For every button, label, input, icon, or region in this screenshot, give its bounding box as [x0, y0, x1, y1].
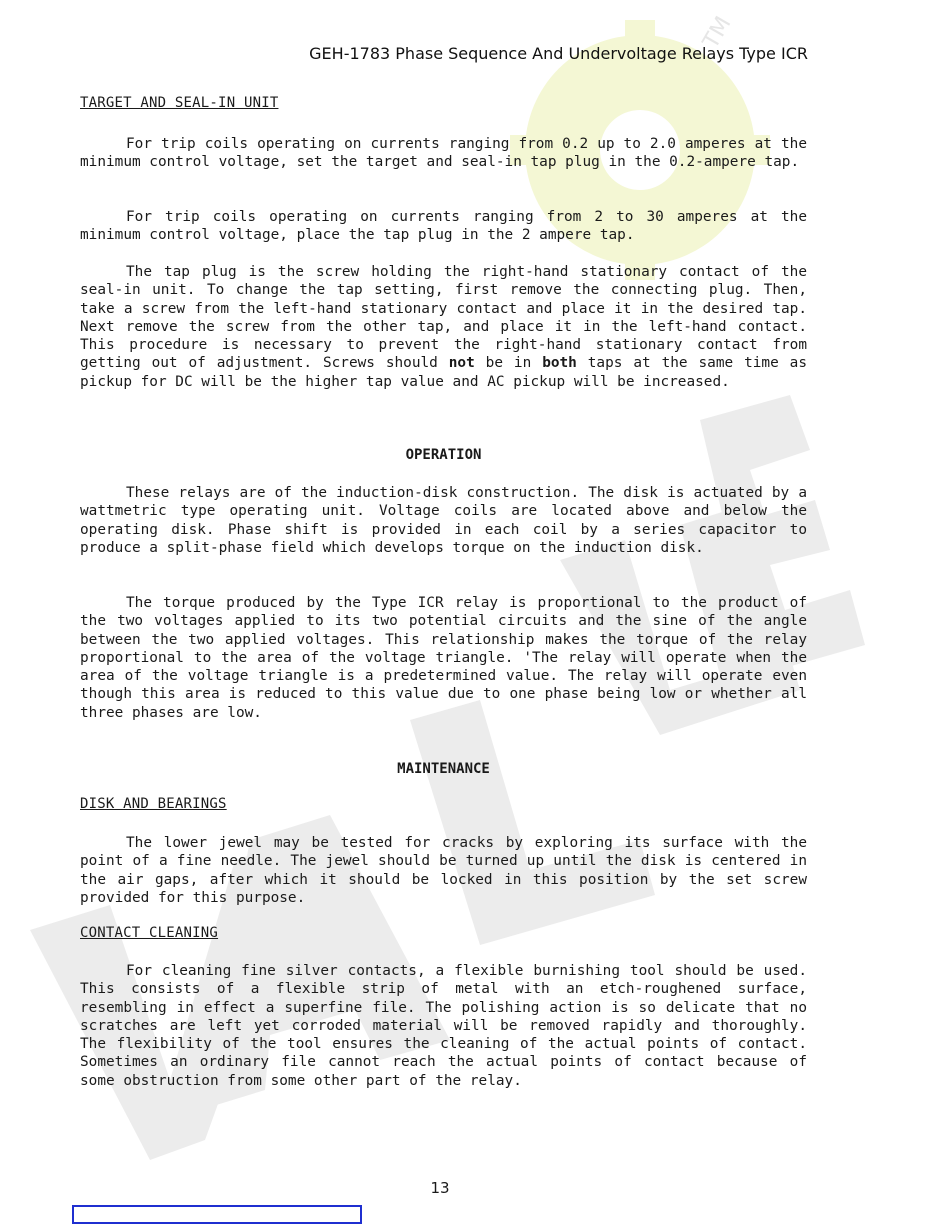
- document-header-title: GEH-1783 Phase Sequence And Undervoltage Relays Type ICR: [309, 44, 808, 63]
- page-number: 13: [430, 1179, 450, 1197]
- paragraph-text: be in: [474, 355, 543, 372]
- paragraph-text: taps at the same time as pickup for DC will be the higher tap value and AC pickup will be increased.: [80, 355, 807, 390]
- paragraph-operation-1: These relays are of the induction-disk construction. The disk is actuated by a wattmetric type operating unit. Voltage coils are located above and below the operating disk. Phase shift is provided in each coil by a series capacitor to produce a split-phase field which develops torque on the induction disk.: [80, 485, 807, 556]
- watermark-tm: TM: [698, 12, 737, 53]
- watermark-letter-l: [410, 700, 655, 945]
- section-heading-contact-cleaning: CONTACT CLEANING: [80, 925, 219, 941]
- paragraph-contact-cleaning: For cleaning fine silver contacts, a flexible burnishing tool should be used. This consists of a flexible strip of metal with an etch-roughened surface, resembling in effect a superfine file. The polishing action is so delicate that no scratches are left yet corroded material will be removed rapidly and thoroughly. The flexibility of the tool ensures the cleaning of the actual points of contact. Sometimes an ordinary file cannot reach the actual points of contact because of some obstruction from some other part of the relay.: [80, 963, 807, 1089]
- paragraph-disk-bearings: The lower jewel may be tested for cracks by exploring its surface with the point of a fine needle. The jewel should be turned up until the disk is centered in the air gaps, after which it should be locked in this position by the set screw provided for this purpose.: [80, 835, 807, 906]
- emphasis-not: not: [448, 355, 475, 372]
- paragraph-operation-2: The torque produced by the Type ICR relay is proportional to the product of the two voltages applied to its two potential circuits and the sine of the angle between the two applied voltages. This relationship makes the torque of the relay proportional to the area of the voltage triangle. 'The relay will operate when the area of the voltage triangle is a predetermined value. The relay will operate even though this area is reduced to this value due to one phase being low or whether all three phases are low.: [80, 595, 807, 721]
- section-heading-disk-bearings: DISK AND BEARINGS: [80, 796, 227, 812]
- section-heading-operation: OPERATION: [405, 447, 482, 463]
- section-heading-maintenance: MAINTENANCE: [397, 761, 490, 777]
- paragraph-target-3: [80, 263, 807, 391]
- emphasis-both: both: [542, 355, 577, 372]
- footer-frame: [72, 1205, 362, 1224]
- paragraph-target-2: For trip coils operating on currents ranging from 2 to 30 amperes at the minimum control voltage, place the tap plug in the 2 ampere tap.: [80, 209, 807, 244]
- paragraph-target-1: For trip coils operating on currents ranging from 0.2 up to 2.0 amperes at the minimum control voltage, set the target and seal-in tap plug in the 0.2-ampere tap.: [80, 136, 807, 171]
- section-heading-target-seal-in: TARGET AND SEAL-IN UNIT: [80, 95, 279, 111]
- paragraph-text: The tap plug is the screw holding the right-hand stationary contact of the seal-in unit. To change the tap setting, first remove the connecting plug. Then, take a screw from the left-hand stationary contact and place it in the desired tap. Next remove the screw from the other tap, and place it in the left-hand contact. This procedure is necessary to prevent the right-hand stationary contact from getting out of adjustment. Screws should: [80, 264, 807, 372]
